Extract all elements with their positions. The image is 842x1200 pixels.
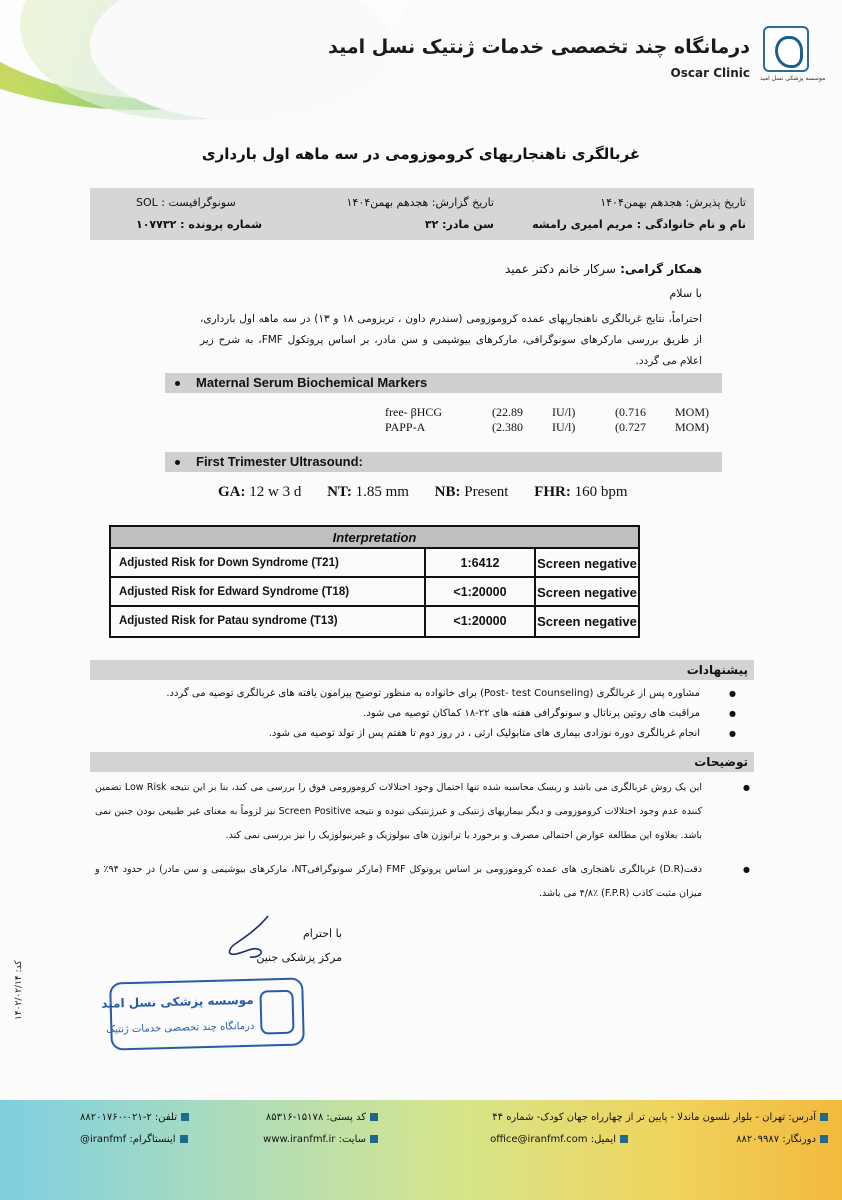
marker-mom: (0.727 [615,420,646,434]
square-bullet-icon [620,1135,628,1143]
risk-value: 1:6412 [426,549,536,576]
greeting [505,262,702,276]
square-bullet-icon [180,1135,188,1143]
biochem-section-heading [165,373,722,393]
marker-unit: IU/l) [552,405,576,419]
interpretation-table [109,525,640,638]
footer-fax: دورنگار: ۸۸۲۰۹۹۸۷ [736,1134,832,1145]
notes-text-1: این یک روش غربالگری می باشد و ریسک محاسبه شده تنها احتمال وجود اختلالات کروموزومی فوق را بررسی می کند، بنا بر این نتیجه Low Risk تضمین کننده عدم وجود اختلالات کروموزومی و دیگر بیماریهای ژنتیکی و غیرژنتیکی نبوده و نتیجه Screen Positive نیز لزوماً به معنای غیر طبیعی بودن جنین نمی باشد. بعلاوه این مطالعه عوارض احتمالی مصرف و برخورد با تراتوژن های بیولوژیک و غیربیولوژیک را نیز بررسی نمی کند. [95,782,702,841]
bullet-icon [175,460,180,465]
handwritten-signature-icon [220,912,280,962]
square-bullet-icon [370,1135,378,1143]
header-swoosh-decoration [0,0,420,140]
patient-name: نام و نام خانوادگی : مریم امیری رامشه [532,218,746,231]
bullet-icon: ● [743,865,750,874]
table-row [111,607,638,636]
report-date: تاریخ گزارش: هجدهم بهمن۱۴۰۴ [346,196,494,209]
risk-label: Adjusted Risk for Down Syndrome (T21) [111,549,426,576]
clinic-stamp [101,977,305,1050]
risk-result: Screen negative [537,585,637,600]
risk-value: <1:20000 [426,607,536,636]
risk-value: <1:20000 [426,578,536,605]
notes-paragraph-2 [95,858,750,906]
fhr-label: FHR: [534,484,571,500]
intro-paragraph: احتراماً، نتایج غربالگری ناهنجاریهای عمده کروموزومی (سندرم داون ، تریزومی ۱۸ و ۱۳) در سه ماهه اول بارداری، از طریق بررسی مارکرهای سونوگرافی، مارکرهای بیوشیمی و سن مادر، بر اساس پروتکول FMF، به شرح زیر اعلام می گردد. [200,313,703,367]
risk-label: Adjusted Risk for Edward Syndrome (T18) [111,578,426,605]
marker-name: free- βHCG [385,405,443,419]
clinic-title: درمانگاه چند تخصصی خدمات ژنتیک نسل امید [328,36,750,58]
document-title: غربالگری ناهنجاریهای کروموزومی در سه ماهه اول بارداری [201,145,641,163]
footer-website[interactable]: سایت: www.iranfmf.ir [263,1134,382,1145]
stamp-logo-icon [259,990,294,1035]
marker-row [385,405,745,420]
biochem-markers-list [385,405,745,435]
bullet-icon: ● [743,783,750,792]
sonographer: سونوگرافیست : SOL [136,196,236,209]
greeting-label: همکار گرامی: [620,262,702,276]
fhr-value: 160 bpm [574,484,628,500]
stamp-line-2: درمانگاه چند تخصصی خدمات ژنتیک [106,1020,255,1036]
footer-instagram[interactable]: اینستاگرام: iranfmf@ [80,1134,192,1145]
list-item: ● انجام غربالگری دوره نوزادی بیماری های متابولیک ارثی ، در روز دوم تا هفتم پس از تولد توصیه می شود. [150,724,702,744]
footer-address: آدرس: تهران - بلوار نلسون ماندلا - پایین تر از چهارراه جهان کودک- شماره ۴۴ [492,1112,832,1123]
nb-value: Present [464,484,509,500]
stamp-line-1: موسسه پزشکی نسل امید [101,992,254,1011]
recommendations-heading: پیشنهادات [90,660,754,680]
greeting-recipient: سرکار خانم دکتر عمید [504,262,616,276]
nb-label: NB: [434,484,461,500]
clinic-logo-icon [763,26,809,72]
ultrasound-findings [218,484,628,501]
bullet-icon [175,381,180,386]
patient-info-band [90,188,754,240]
marker-name: PAPP-A [385,420,426,434]
mother-age: سن مادر: ۳۲ [424,218,494,231]
table-row [111,578,638,607]
nt-label: NT: [327,484,352,500]
list-item: ● مشاوره پس از غربالگری (Post- test Counseling) برای خانواده به منظور توضیح پیرامون یافته های غربالگری توصیه می گردد. [150,684,702,704]
recommendations-list [150,684,702,744]
risk-result: Screen negative [537,614,637,629]
clinic-logo [760,26,826,84]
footer-contact-band [0,1100,842,1200]
square-bullet-icon [370,1113,378,1121]
risk-label: Adjusted Risk for Patau syndrome (T13) [111,607,426,636]
logo-caption: موسسه پزشکی نسل امید [760,75,826,82]
table-row [111,549,638,578]
marker-unit: IU/l) [552,420,576,434]
footer-email[interactable]: ایمیل: office@iranfmf.com [490,1134,632,1145]
file-number: شماره پرونده : ۱۰۷۷۳۲ [136,218,263,231]
notes-paragraph-1 [95,776,750,848]
square-bullet-icon [820,1135,828,1143]
notes-heading: توضیحات [90,752,754,772]
reception-date: تاریخ پذیرش: هجدهم بهمن۱۴۰۴ [600,196,746,209]
marker-mom: (0.716 [615,405,646,419]
side-document-code: کد: ۱۴۰۲/۰۲/۱۴ [14,960,24,1020]
square-bullet-icon [820,1113,828,1121]
clinic-english-name: Oscar Clinic [670,66,750,80]
interpretation-heading: Interpretation [111,527,638,549]
notes-text-2: دقت(D.R) غربالگری ناهنجاری های عمده کروموزومی بر اساس پروتوکل FMF (مارکر سونوگرافیNT، مارکرهای بیوشیمی و سن مادر) در حدود ۹۴٪ و میزان مثبت کاذب (F.P.R) ۴/۸٪ می باشد. [95,864,702,899]
biochem-heading-text: Maternal Serum Biochemical Markers [196,375,428,390]
marker-mom-label: MOM) [675,420,710,434]
signature-line-2: مرکز پزشکی جنین [256,951,342,964]
ga-value: 12 w 3 d [249,484,302,500]
marker-value: (2.380 [492,420,523,434]
footer-postal-code: کد پستی: ۱۵۱۷۸-۸۵۳۱۶ [266,1112,382,1123]
marker-mom-label: MOM) [675,405,710,419]
salutation: با سلام [669,287,702,300]
footer-phone: تلفن: ۲-۰۲۱-۸۸۲۰۱۷۶۰ [80,1112,193,1123]
ultrasound-heading-text: First Trimester Ultrasound: [196,454,363,469]
list-item: ● مراقبت های روتین پرناتال و سونوگرافی هفته های ۲۲-۱۸ کماکان توصیه می شود. [150,704,702,724]
nt-value: 1.85 mm [355,484,409,500]
square-bullet-icon [181,1113,189,1121]
marker-row [385,420,745,435]
marker-value: (22.89 [492,405,523,419]
signature-line-1: با احترام [302,927,342,940]
ultrasound-section-heading [165,452,722,472]
ga-label: GA: [218,484,246,500]
risk-result: Screen negative [537,556,637,571]
